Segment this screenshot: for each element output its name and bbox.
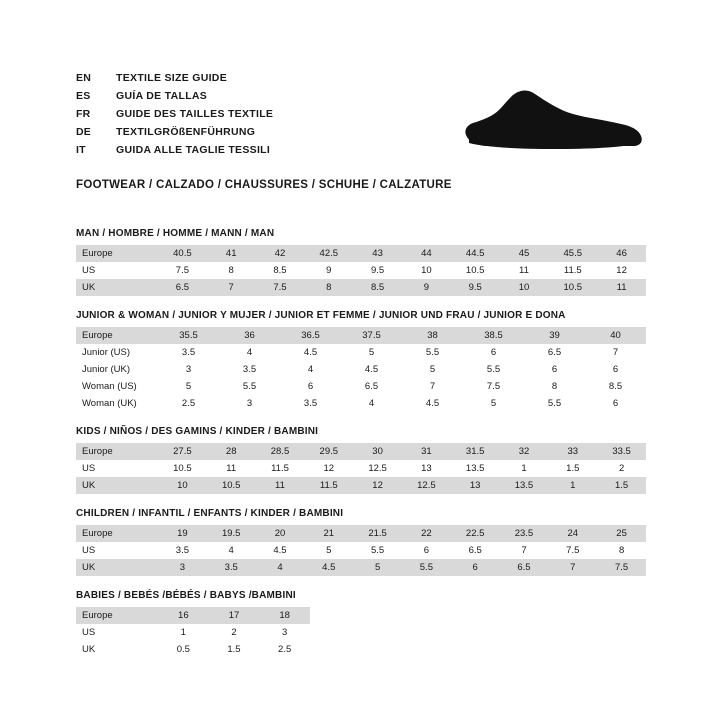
table-row bbox=[76, 327, 646, 344]
cell: 4.5 bbox=[341, 361, 402, 378]
cell: 28 bbox=[207, 443, 256, 460]
table-row bbox=[76, 443, 646, 460]
table-block-children bbox=[76, 508, 646, 576]
cell: 3 bbox=[219, 395, 280, 412]
cell: 39 bbox=[524, 327, 585, 344]
cell: 32 bbox=[500, 443, 549, 460]
cell: 27.5 bbox=[158, 443, 207, 460]
cell: 13 bbox=[402, 460, 451, 477]
cell: 6 bbox=[585, 395, 646, 412]
cell: 6.5 bbox=[341, 378, 402, 395]
cell: 2.5 bbox=[259, 641, 310, 658]
table-title: MAN / HOMBRE / HOMME / MANN / MAN bbox=[76, 228, 275, 239]
row-label: UK bbox=[76, 641, 158, 658]
cell: 0.5 bbox=[158, 641, 209, 658]
cell: 7.5 bbox=[597, 559, 646, 576]
row-label: Junior (UK) bbox=[76, 361, 158, 378]
table-row bbox=[76, 641, 310, 658]
table-row bbox=[76, 559, 646, 576]
cell: 1 bbox=[158, 624, 209, 641]
row-label: Europe bbox=[76, 525, 158, 542]
table-row bbox=[76, 395, 646, 412]
table-row bbox=[76, 542, 646, 559]
cell: 35.5 bbox=[158, 327, 219, 344]
size-table bbox=[76, 443, 646, 494]
cell: 1 bbox=[500, 460, 549, 477]
cell: 11 bbox=[207, 460, 256, 477]
cell: 8.5 bbox=[256, 262, 305, 279]
cell: 8 bbox=[304, 279, 353, 296]
table-title: KIDS / NIÑOS / DES GAMINS / KINDER / BAMBINI bbox=[76, 426, 319, 437]
cell: 6 bbox=[524, 361, 585, 378]
table-row bbox=[76, 460, 646, 477]
size-table bbox=[76, 245, 646, 296]
cell: 18 bbox=[259, 607, 310, 624]
row-label: UK bbox=[76, 559, 158, 576]
cell: 38 bbox=[402, 327, 463, 344]
cell: 9.5 bbox=[353, 262, 402, 279]
cell: 12.5 bbox=[353, 460, 402, 477]
cell: 6 bbox=[463, 344, 524, 361]
size-tables bbox=[76, 228, 646, 672]
cell: 17 bbox=[209, 607, 260, 624]
cell: 12 bbox=[597, 262, 646, 279]
cell: 5 bbox=[402, 361, 463, 378]
cell: 19 bbox=[158, 525, 207, 542]
cell: 8.5 bbox=[585, 378, 646, 395]
cell: 10.5 bbox=[207, 477, 256, 494]
table-row bbox=[76, 262, 646, 279]
cell: 5.5 bbox=[402, 559, 451, 576]
cell: 6 bbox=[585, 361, 646, 378]
cell: 1.5 bbox=[548, 460, 597, 477]
row-label: US bbox=[76, 460, 158, 477]
cell: 3.5 bbox=[158, 542, 207, 559]
cell: 31.5 bbox=[451, 443, 500, 460]
cell: 10 bbox=[402, 262, 451, 279]
cell: 6.5 bbox=[524, 344, 585, 361]
cell: 4.5 bbox=[304, 559, 353, 576]
cell: 3.5 bbox=[207, 559, 256, 576]
category-title: FOOTWEAR / CALZADO / CHAUSSURES / SCHUHE / CALZATURE bbox=[76, 179, 452, 191]
cell: 8 bbox=[597, 542, 646, 559]
cell: 4 bbox=[256, 559, 305, 576]
table-block-junior-woman bbox=[76, 310, 646, 412]
cell: 40 bbox=[585, 327, 646, 344]
cell: 5 bbox=[463, 395, 524, 412]
cell: 1.5 bbox=[597, 477, 646, 494]
table-row bbox=[76, 525, 646, 542]
cell: 42.5 bbox=[304, 245, 353, 262]
cell: 41 bbox=[207, 245, 256, 262]
cell: 9 bbox=[402, 279, 451, 296]
cell: 3 bbox=[259, 624, 310, 641]
cell: 7 bbox=[207, 279, 256, 296]
cell: 33 bbox=[548, 443, 597, 460]
cell: 44.5 bbox=[451, 245, 500, 262]
cell: 10.5 bbox=[158, 460, 207, 477]
cell: 11.5 bbox=[304, 477, 353, 494]
size-table bbox=[76, 327, 646, 412]
cell: 24 bbox=[548, 525, 597, 542]
row-label: Europe bbox=[76, 245, 158, 262]
table-title: JUNIOR & WOMAN / JUNIOR Y MUJER / JUNIOR ET FEMME / JUNIOR UND FRAU / JUNIOR E DONA bbox=[76, 310, 566, 321]
dress-shoe-icon bbox=[455, 80, 645, 160]
cell: 3 bbox=[158, 361, 219, 378]
cell: 21.5 bbox=[353, 525, 402, 542]
language-title: GUIDA ALLE TAGLIE TESSILI bbox=[116, 144, 271, 156]
cell: 4.5 bbox=[402, 395, 463, 412]
cell: 1.5 bbox=[209, 641, 260, 658]
table-row bbox=[76, 624, 310, 641]
cell: 5 bbox=[158, 378, 219, 395]
row-label: Junior (US) bbox=[76, 344, 158, 361]
cell: 5.5 bbox=[219, 378, 280, 395]
table-row bbox=[76, 361, 646, 378]
table-block-kids bbox=[76, 426, 646, 494]
cell: 12 bbox=[353, 477, 402, 494]
cell: 5 bbox=[353, 559, 402, 576]
cell: 7 bbox=[548, 559, 597, 576]
language-code: FR bbox=[76, 108, 91, 120]
cell: 13.5 bbox=[500, 477, 549, 494]
row-label: US bbox=[76, 624, 158, 641]
cell: 10.5 bbox=[451, 262, 500, 279]
cell: 29.5 bbox=[304, 443, 353, 460]
table-block-man bbox=[76, 228, 646, 296]
cell: 25 bbox=[597, 525, 646, 542]
cell: 7.5 bbox=[548, 542, 597, 559]
cell: 4.5 bbox=[256, 542, 305, 559]
cell: 4 bbox=[207, 542, 256, 559]
language-code: IT bbox=[76, 144, 86, 156]
cell: 11.5 bbox=[256, 460, 305, 477]
cell: 11 bbox=[597, 279, 646, 296]
cell: 13.5 bbox=[451, 460, 500, 477]
cell: 23.5 bbox=[500, 525, 549, 542]
cell: 30 bbox=[353, 443, 402, 460]
cell: 4.5 bbox=[280, 344, 341, 361]
cell: 8.5 bbox=[353, 279, 402, 296]
cell: 42 bbox=[256, 245, 305, 262]
size-table bbox=[76, 607, 310, 658]
cell: 5 bbox=[304, 542, 353, 559]
cell: 22 bbox=[402, 525, 451, 542]
language-code: ES bbox=[76, 90, 91, 102]
cell: 44 bbox=[402, 245, 451, 262]
cell: 3.5 bbox=[158, 344, 219, 361]
cell: 37.5 bbox=[341, 327, 402, 344]
cell: 11 bbox=[256, 477, 305, 494]
cell: 43 bbox=[353, 245, 402, 262]
cell: 12 bbox=[304, 460, 353, 477]
cell: 45.5 bbox=[548, 245, 597, 262]
cell: 20 bbox=[256, 525, 305, 542]
cell: 2.5 bbox=[158, 395, 219, 412]
cell: 7 bbox=[585, 344, 646, 361]
cell: 8 bbox=[524, 378, 585, 395]
cell: 22.5 bbox=[451, 525, 500, 542]
cell: 10.5 bbox=[548, 279, 597, 296]
cell: 8 bbox=[207, 262, 256, 279]
language-code: DE bbox=[76, 126, 91, 138]
row-label: Woman (UK) bbox=[76, 395, 158, 412]
cell: 6.5 bbox=[500, 559, 549, 576]
cell: 5.5 bbox=[524, 395, 585, 412]
cell: 2 bbox=[597, 460, 646, 477]
cell: 3.5 bbox=[219, 361, 280, 378]
cell: 40.5 bbox=[158, 245, 207, 262]
table-row bbox=[76, 378, 646, 395]
cell: 7.5 bbox=[158, 262, 207, 279]
cell: 45 bbox=[500, 245, 549, 262]
cell: 21 bbox=[304, 525, 353, 542]
cell: 46 bbox=[597, 245, 646, 262]
cell: 28.5 bbox=[256, 443, 305, 460]
cell: 11 bbox=[500, 262, 549, 279]
language-title: GUIDE DES TAILLES TEXTILE bbox=[116, 108, 274, 120]
table-title: BABIES / BEBÉS /BÉBÉS / BABYS /BAMBINI bbox=[76, 590, 296, 601]
cell: 6.5 bbox=[158, 279, 207, 296]
table-row bbox=[76, 279, 646, 296]
size-table bbox=[76, 525, 646, 576]
cell: 7 bbox=[402, 378, 463, 395]
cell: 7.5 bbox=[256, 279, 305, 296]
table-title: CHILDREN / INFANTIL / ENFANTS / KINDER / BAMBINI bbox=[76, 508, 344, 519]
cell: 5.5 bbox=[402, 344, 463, 361]
language-title: GUÍA DE TALLAS bbox=[116, 90, 208, 102]
cell: 6 bbox=[280, 378, 341, 395]
cell: 3 bbox=[158, 559, 207, 576]
cell: 31 bbox=[402, 443, 451, 460]
cell: 33.5 bbox=[597, 443, 646, 460]
table-row bbox=[76, 245, 646, 262]
cell: 5 bbox=[341, 344, 402, 361]
language-title: TEXTILGRÖßENFÜHRUNG bbox=[116, 126, 256, 138]
cell: 19.5 bbox=[207, 525, 256, 542]
row-label: Woman (US) bbox=[76, 378, 158, 395]
cell: 7.5 bbox=[463, 378, 524, 395]
language-code: EN bbox=[76, 72, 91, 84]
table-row bbox=[76, 344, 646, 361]
cell: 11.5 bbox=[548, 262, 597, 279]
cell: 13 bbox=[451, 477, 500, 494]
cell: 1 bbox=[548, 477, 597, 494]
cell: 4 bbox=[341, 395, 402, 412]
cell: 12.5 bbox=[402, 477, 451, 494]
cell: 3.5 bbox=[280, 395, 341, 412]
cell: 6 bbox=[451, 559, 500, 576]
cell: 4 bbox=[219, 344, 280, 361]
cell: 16 bbox=[158, 607, 209, 624]
cell: 9.5 bbox=[451, 279, 500, 296]
cell: 5.5 bbox=[353, 542, 402, 559]
cell: 9 bbox=[304, 262, 353, 279]
row-label: US bbox=[76, 262, 158, 279]
row-label: Europe bbox=[76, 443, 158, 460]
row-label: Europe bbox=[76, 607, 158, 624]
table-row bbox=[76, 477, 646, 494]
cell: 38.5 bbox=[463, 327, 524, 344]
row-label: UK bbox=[76, 477, 158, 494]
row-label: US bbox=[76, 542, 158, 559]
row-label: Europe bbox=[76, 327, 158, 344]
table-row bbox=[76, 607, 310, 624]
cell: 6 bbox=[402, 542, 451, 559]
row-label: UK bbox=[76, 279, 158, 296]
cell: 4 bbox=[280, 361, 341, 378]
cell: 6.5 bbox=[451, 542, 500, 559]
table-block-babies bbox=[76, 590, 646, 658]
language-title: TEXTILE SIZE GUIDE bbox=[116, 72, 227, 84]
cell: 7 bbox=[500, 542, 549, 559]
cell: 2 bbox=[209, 624, 260, 641]
cell: 10 bbox=[158, 477, 207, 494]
cell: 10 bbox=[500, 279, 549, 296]
cell: 36 bbox=[219, 327, 280, 344]
cell: 36.5 bbox=[280, 327, 341, 344]
cell: 5.5 bbox=[463, 361, 524, 378]
